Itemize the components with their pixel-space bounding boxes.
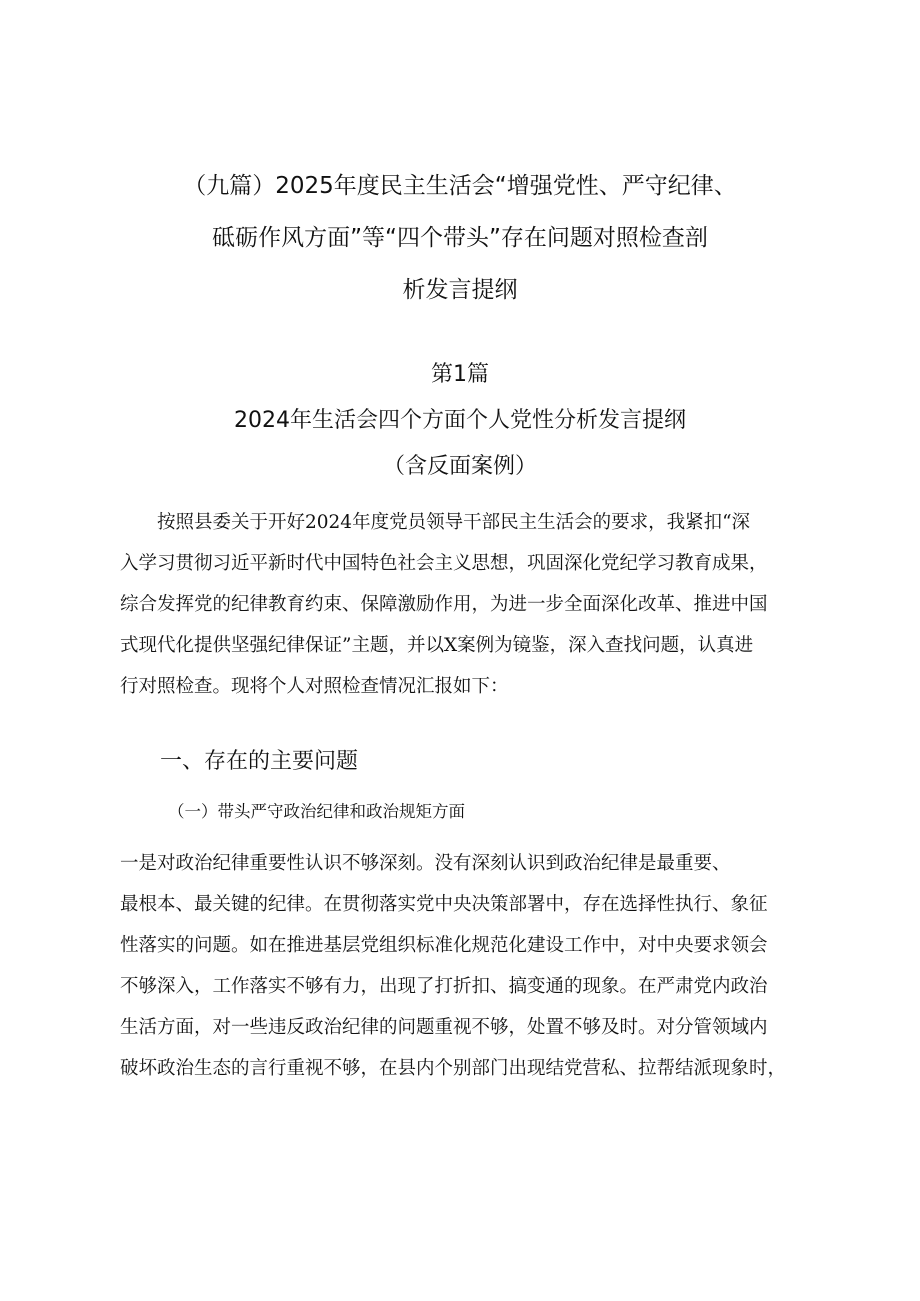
sub-heading: （一）带头严守政治纪律和政治规矩方面 [168,802,465,821]
document-title [0,160,920,316]
intro-line: 行对照检查。现将个人对照检查情况汇报如下： [120,676,509,697]
intro-line: 式现代化提供坚强纪律保证”主题，并以X案例为镜鉴，深入查找问题，认真进 [120,635,754,656]
section-heading: 一、存在的主要问题 [160,749,359,774]
body-line: 一是对政治纪律重要性认识不够深刻。没有深刻认识到政治纪律是最重要、 [120,853,731,874]
body-line: 性落实的问题。如在推进基层党组织标准化规范化建设工作中，对中央要求领会 [120,935,768,956]
article-note: （含反面案例） [382,454,537,479]
body-line: 生活方面，对一些违反政治纪律的问题重视不够，处置不够及时。对分管领域内 [120,1017,768,1038]
body-line: 最根本、最关键的纪律。在贯彻落实党中央决策部署中，存在选择性执行、象征 [120,894,768,915]
intro-line: 综合发挥党的纪律教育约束、保障激励作用，为进一步全面深化改革、推进中国 [120,594,768,615]
article-subtitle [0,352,920,490]
title-line-3: 析发言提纲 [402,277,518,303]
title-line-2: 砥砺作风方面”等“四个带头”存在问题对照检查剖 [212,225,708,251]
article-title: 2024年生活会四个方面个人党性分析发言提纲 [234,408,686,433]
title-line-1: （九篇）2025年度民主生活会“增强党性、严守纪律、 [183,173,737,199]
body-line: 不够深入，工作落实不够有力，出现了打折扣、搞变通的现象。在严肃党内政治 [120,976,768,997]
intro-line: 入学习贯彻习近平新时代中国特色社会主义思想，巩固深化党纪学习教育成果， [120,553,768,574]
intro-paragraph [120,502,820,707]
intro-line: 按照县委关于开好2024年度党员领导干部民主生活会的要求，我紧扣“深 [120,512,751,533]
article-number: 第1篇 [431,362,489,387]
body-paragraph [120,843,820,1089]
body-line: 破坏政治生态的言行重视不够，在县内个别部门出现结党营私、拉帮结派现象时， [120,1058,787,1079]
